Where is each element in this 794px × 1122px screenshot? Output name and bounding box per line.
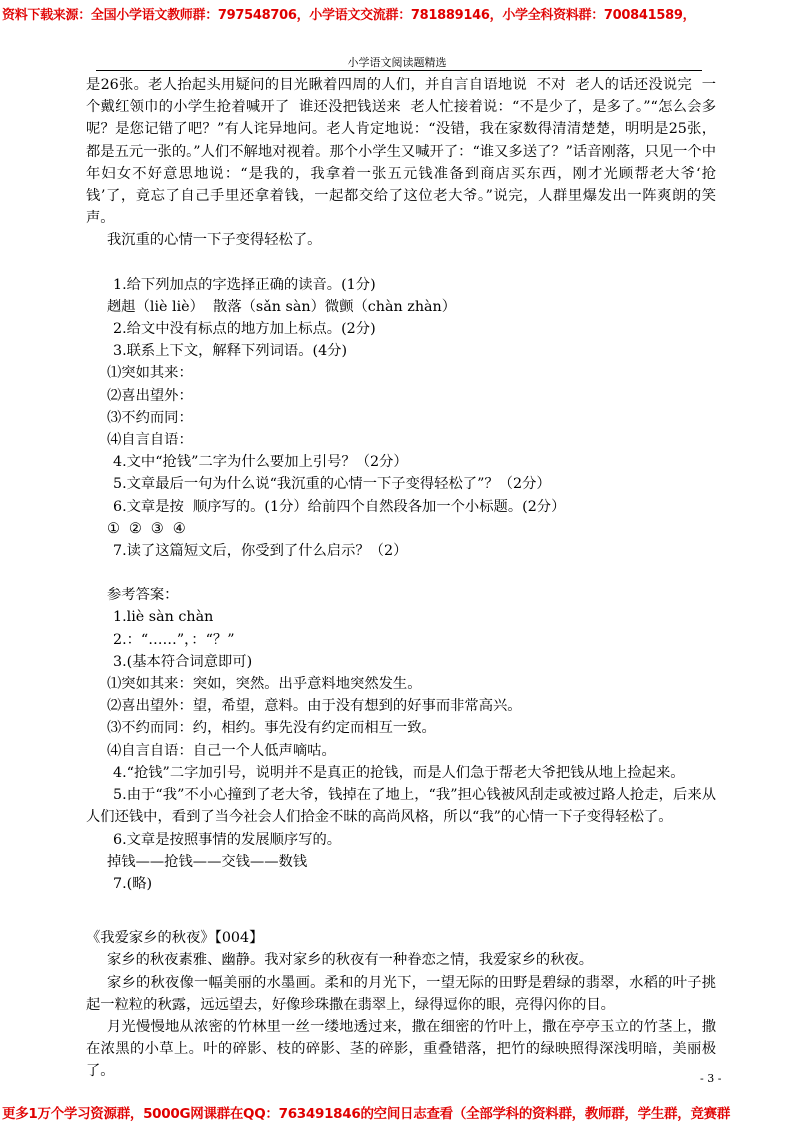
- question-3-item-4: ⑷自言自语：: [107, 432, 193, 449]
- answer-3-item-1: ⑴突如其来：突如，突然。出乎意料地突然发生。: [107, 676, 422, 693]
- question-3-item-1: ⑴突如其来：: [107, 365, 193, 382]
- question-4: 4.文中“抢钱”二字为什么要加上引号？（2分）: [113, 454, 408, 471]
- article-paragraph-3-text: 月光慢慢地从浓密的竹林里一丝一缕地透过来，撒在细密的竹叶上，撒在亭亭玉立的竹茎上，撒在浓黑的小草上。叶的碎影、枝的碎影、茎的碎影，重叠错落，把竹的绿映照得深浅明暗，美丽极了。: [86, 1018, 716, 1080]
- answer-5: [86, 784, 716, 828]
- question-3-item-2: ⑵喜出望外：: [107, 387, 193, 404]
- question-2: 2.给文中没有标点的地方加上标点。(2分): [113, 321, 376, 338]
- question-6: 6.文章是按 顺序写的。(1分）给前四个自然段各加一个小标题。(2分）: [113, 498, 566, 515]
- answer-4-text: 4.“抢钱”二字加引号，说明并不是真正的抢钱，而是人们急于帮老大爷把钱从地上捡起来。: [113, 764, 685, 781]
- answer-5-text: 5.由于“我”不小心撞到了老大爷，钱掉在了地上，“我”担心钱被风刮走或被过路人抢走，后来从人们还钱中，看到了当今社会人们拾金不昧的高尚风格，所以“我”的心情一下子变得轻松了。: [86, 787, 716, 826]
- page-header: 小学语文阅读题精选: [347, 56, 447, 69]
- question-1-options: 趔趄（liè liè） 散落（sǎn sàn）微颤（chàn zhàn）: [107, 298, 457, 315]
- answer-3-item-2: ⑵喜出望外：望，希望，意料。由于没有想到的好事而非常高兴。: [107, 698, 522, 715]
- question-3-item-3: ⑶不约而同：: [107, 409, 193, 426]
- article-paragraph-2: [86, 972, 716, 1016]
- answer-6: 6.文章是按照事情的发展顺序写的。: [113, 831, 342, 848]
- answer-3-item-4: ⑷自言自语：自己一个人低声嘀咕。: [107, 742, 336, 759]
- article-title: 《我爱家乡的秋夜》【004】: [86, 930, 264, 947]
- article-paragraph-2-text: 家乡的秋夜像一幅美丽的水墨画。柔和的月光下，一望无际的田野是碧绿的翡翠，水稻的叶子挑起一粒粒的秋露，远远望去，好像珍珠撒在翡翠上，绿得逗你的眼，亮得闪你的目。: [86, 974, 716, 1013]
- story-paragraph-2: 我沉重的心情一下子变得轻松了。: [107, 232, 322, 249]
- answer-4: [86, 762, 716, 784]
- answer-6-sequence: 掉钱——抢钱——交钱——数钱: [107, 853, 308, 870]
- question-5: 5.文章最后一句为什么说“我沉重的心情一下子变得轻松了”？（2分）: [113, 476, 551, 493]
- header-rule: [96, 70, 702, 71]
- answer-1: 1.liè sàn chàn: [113, 609, 214, 626]
- answer-3: 3.(基本符合词意即可): [113, 653, 253, 670]
- question-3: 3.联系上下文，解释下列词语。(4分): [113, 343, 348, 360]
- question-6-blanks: ① ② ③ ④: [107, 520, 186, 537]
- answer-3-item-3: ⑶不约而同：约，相约。事先没有约定而相互一致。: [107, 720, 436, 737]
- story-paragraph-1: 是26张。老人抬起头用疑问的目光瞅着四周的人们，并自言自语地说 不对 老人的话还没说完 一个戴红领巾的小学生抢着喊开了 谁还没把钱送来 老人忙接着说：“不是少了，是多了。”“怎么会多呢？是您记错了吧？”有人诧异地问。老人肯定地说：“没错，我在家数得清清楚楚，明明是25张，都是五元一张的。”人们不解地对视着。那个小学生又喊开了：“谁又多送了？”话音刚落，只见一个中年妇女不好意思地说：“是我的，我拿着一张五元钱准备到商店买东西，刚才光顾帮老大爷‘抢钱’了，竟忘了自己手里还拿着钱，一起都交给了这位老大爷。”说完，人群里爆发出一阵爽朗的笑声。: [86, 77, 716, 227]
- article-paragraph-1: 家乡的秋夜素雅、幽静。我对家乡的秋夜有一种眷恋之情，我爱家乡的秋夜。: [107, 952, 594, 969]
- top-banner: 资料下载来源：全国小学语文教师群：797548706，小学语文交流群：781889146，小学全科资料群：700841589，: [2, 8, 696, 23]
- page-number: - 3 -: [700, 1072, 722, 1085]
- question-7: 7.读了这篇短文后，你受到了什么启示？（2）: [113, 543, 408, 560]
- article-paragraph-3: [86, 1016, 716, 1083]
- answers-heading: 参考答案：: [107, 587, 179, 604]
- page-content: [86, 74, 716, 1083]
- bottom-banner: 更多1万个学习资源群，5000G网课群在QQ：763491846的空间日志查看（全部学科的资料群，教师群，学生群，竞赛群: [2, 1106, 731, 1122]
- answer-7: 7.(略): [113, 875, 153, 892]
- answer-2: 2.：“……”，：“？”: [113, 631, 235, 648]
- question-1: 1.给下列加点的字选择正确的读音。(1分): [113, 276, 376, 293]
